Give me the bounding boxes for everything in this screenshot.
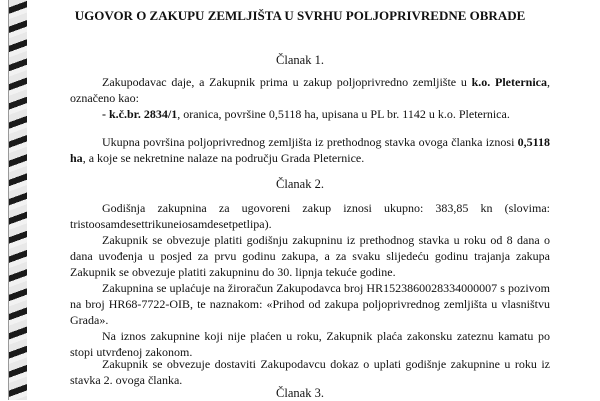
article-1-parcel-item: - k.č.br. 2834/1, oranica, površine 0,5118 ha, upisana u PL br. 1142 u k.o. Pleternica. [102, 107, 510, 121]
article-1-paragraph-2: Ukupna površina poljoprivrednog zemljišta iz prethodnog stavka ovoga članka iznosi 0,5118 ha, a koje se nekretnine nalaze na području Grada Pleternice. [70, 135, 550, 165]
article-1-heading: Članak 1. [276, 53, 324, 67]
article-2-heading: Članak 2. [276, 177, 324, 191]
article-1-paragraph-1: Zakupodavac daje, a Zakupnik prima u zakup poljoprivredno zemljište u k.o. Pleternica, označeno kao: [70, 75, 550, 105]
article-2-paragraph-1: Godišnja zakupnina za ugovoreni zakup iznosi ukupno: 383,85 kn (slovima: tristoosamdesettrikuneiosamdesetpetlipa). [70, 201, 550, 231]
article-3-heading: Članak 3. [276, 386, 324, 400]
document-title: UGOVOR O ZAKUPU ZEMLJIŠTA U SVRHU POLJOPRIVREDNE OBRADE [74, 8, 526, 23]
article-2-paragraph-2: Zakupnik se obvezuje platiti godišnju zakupninu iz prethodnog stavka u roku od 8 dana o dana uvođenja u posjed za prvu godinu zakupa, a za svaku slijedeću godinu trajanja zakupa Zakupnik se obvezuje platiti zakupninu do 30. lipnja tekuće godine. [70, 233, 550, 279]
article-2-paragraph-3: Zakupnina se uplaćuje na žiroračun Zakupodavca broj HR1523860028334000007 s pozivom na broj HR68-7722-OIB, te naznakom: «Prihod od zakupa poljoprivrednog zemljišta u vlasništvu Grada». [70, 281, 550, 327]
article-2-paragraph-4: Na iznos zakupnine koji nije plaćen u roku, Zakupnik plaća zakonsku zateznu kamatu po stopi utvrđenoj zakonom. [70, 329, 550, 359]
article-2-paragraph-5: Zakupnik se obvezuje dostaviti Zakupodavcu dokaz o uplati godišnje zakupnine u roku iz stavka 2. ovoga članka. [70, 357, 550, 387]
